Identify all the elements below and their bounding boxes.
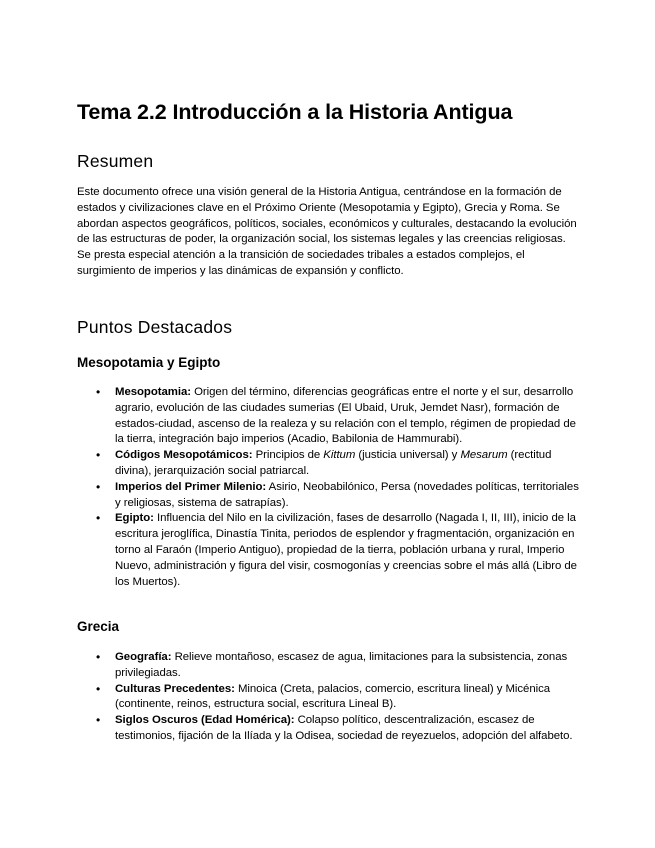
grecia-heading: Grecia xyxy=(77,619,120,634)
highlights-heading: Puntos Destacados xyxy=(77,317,233,337)
mesopotamia-egipto-heading: Mesopotamia y Egipto xyxy=(77,355,221,370)
item-text: Influencia del Nilo en la civilización, fases de desarrollo (Nagada I, II, III), inicio de la escritura jeroglífica, Dinastía Tinita, periodos de esplendor y fragmentación, organización en torno al Faraón (Imperio Antiguo), propiedad de la tierra, población urbana y rural, Imperio Nuevo, administración y figura del visir, cosmogonías y creencias sobre el más allá (Libro de los Muertos). xyxy=(115,512,577,588)
item-text: Asirio, Neobabilónico, Persa (novedades políticas, territoriales y religiosas, sistema de satrapías). xyxy=(115,480,579,509)
list-item xyxy=(77,713,582,745)
mesopotamia-egipto-list xyxy=(77,385,582,590)
document-title: Tema 2.2 Introducción a la Historia Antigua xyxy=(77,100,513,124)
list-item xyxy=(77,448,582,480)
list-item xyxy=(77,480,582,512)
item-term: Geografía: xyxy=(115,651,172,663)
item-text: (justicia universal) y xyxy=(355,449,461,462)
item-term: Códigos Mesopotámicos: xyxy=(115,449,253,462)
list-item xyxy=(77,385,582,448)
item-text: Origen del término, diferencias geográficas entre el norte y el sur, desarrollo agrario, evolución de las ciudades sumerias (El Ubaid, Uruk, Jemdet Nasr), formación de estados-ciudad, ascenso de la realeza y su relación con el templo, régimen de propiedad de la tierra, integración bajo imperios (Acadio, Babilonia de Hammurabi). xyxy=(115,386,576,446)
summary-heading: Resumen xyxy=(77,151,154,171)
item-term: Imperios del Primer Milenio: xyxy=(115,480,267,493)
grecia-list xyxy=(77,650,582,745)
summary-paragraph: Este documento ofrece una visión general de la Historia Antigua, centrándose en la formación de estados y civilizaciones clave en el Próximo Oriente (Mesopotamia y Egipto), Grecia y Roma. Se abordan aspectos geográficos, políticos, sociales, económicos y culturales, destacando la evolución de las estructuras de poder, la organización social, los sistemas legales y las creencias religiosas. Se presta especial atención a la transición de sociedades tribales a estados complejos, el surgimiento de imperios y las dinámicas de expansión y conflicto. xyxy=(77,186,577,277)
item-term: Siglos Oscuros (Edad Homérica): xyxy=(115,714,295,727)
item-emphasis: Mesarum xyxy=(460,449,508,462)
item-text: (rectitud divina), jerarquización social patriarcal. xyxy=(115,449,552,477)
item-emphasis: Kittum xyxy=(323,449,356,462)
item-text: Colapso político, descentralización, escasez de testimonios, fijación de la Ilíada y la Odisea, sociedad de reyezuelos, adopción del alfabeto. xyxy=(115,714,573,742)
list-item xyxy=(77,682,582,714)
item-term: Culturas Precedentes: xyxy=(115,682,235,695)
item-text: Relieve montañoso, escasez de agua, limitaciones para la subsistencia, zonas privilegiadas. xyxy=(115,651,568,679)
list-item xyxy=(77,511,582,590)
item-text: Principios de xyxy=(252,449,324,462)
item-term: Egipto: xyxy=(115,512,154,525)
item-text: Minoica (Creta, palacios, comercio, escritura lineal) y Micénica (continente, reinos, estructura social, escritura Lineal B). xyxy=(115,682,551,711)
list-item xyxy=(77,650,582,682)
item-term: Mesopotamia: xyxy=(115,386,191,398)
